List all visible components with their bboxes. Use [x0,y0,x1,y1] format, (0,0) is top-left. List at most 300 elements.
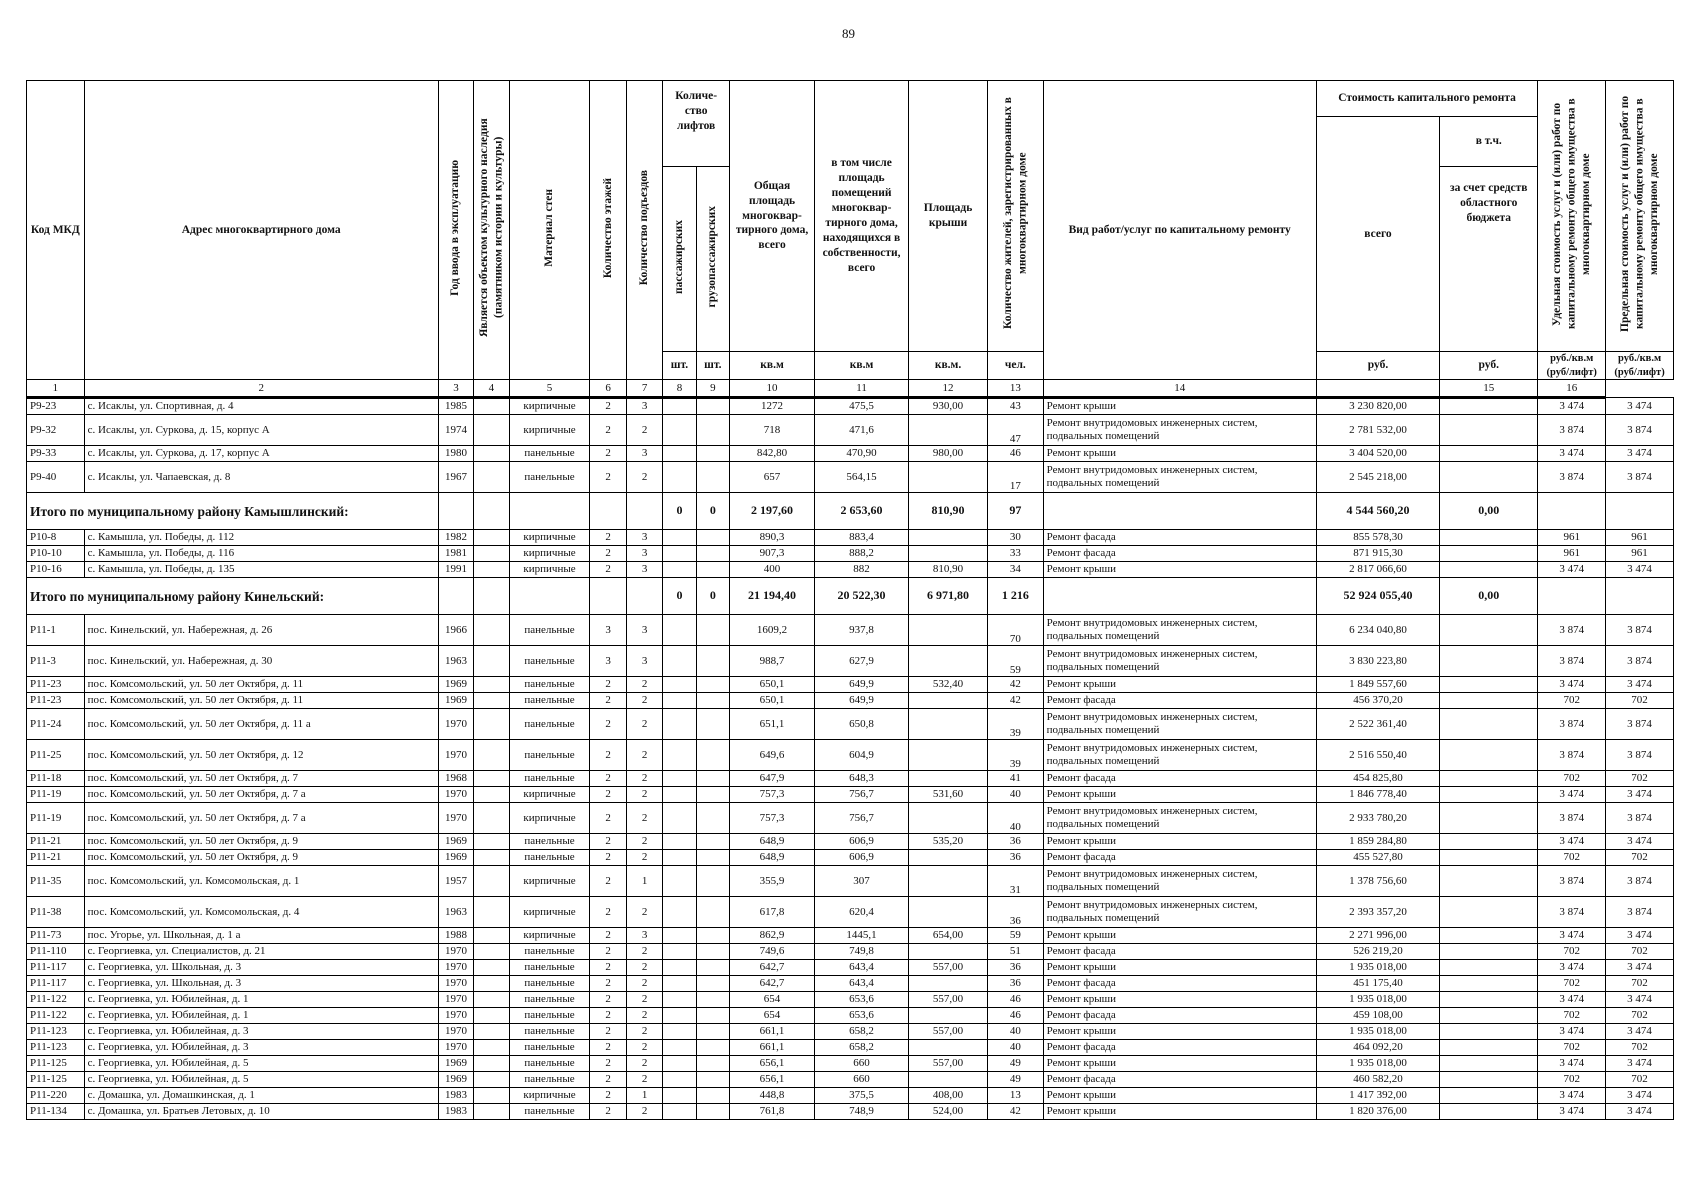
house-code: Р11-38 [27,897,85,928]
table-row [27,415,1674,446]
lifts-cargo [696,709,729,740]
column-number: 3 [438,380,473,398]
owned-area: 649,9 [815,677,909,693]
work-type: Ремонт фасада [1043,850,1316,866]
house-code: Р11-21 [27,850,85,866]
wall-material: панельные [509,1008,590,1024]
commission-year: 1970 [438,709,473,740]
wall-material: панельные [509,771,590,787]
house-code: Р11-24 [27,709,85,740]
header-year: Год ввода в эксплуатацию [438,81,473,380]
regional-budget [1440,850,1538,866]
column-number: 14 [1043,380,1316,398]
lifts-passenger [663,1088,696,1104]
work-type: Ремонт фасада [1043,693,1316,709]
work-type: Ремонт крыши [1043,834,1316,850]
unit-cost: 3 474 [1538,398,1606,415]
table-row [27,897,1674,928]
regional-budget [1440,693,1538,709]
heritage-cell [474,1040,509,1056]
table-row [27,1040,1674,1056]
residents: 41 [988,771,1044,787]
repair-cost: 460 582,20 [1316,1072,1439,1088]
wall-material: панельные [509,1040,590,1056]
work-type: Ремонт крыши [1043,787,1316,803]
heritage-cell [474,677,509,693]
lifts-cargo [696,415,729,446]
lifts-passenger [663,462,696,493]
entrance-count: 3 [626,446,662,462]
house-code: Р11-35 [27,866,85,897]
floor-count: 2 [590,834,626,850]
floor-count: 2 [590,803,626,834]
repair-cost: 1 935 018,00 [1316,992,1439,1008]
max-cost: 3 474 [1606,398,1674,415]
header-max-cost: Предельная стоимость услуг и (или) работ по капитальному ремонту общего имущества в многоквартирном доме [1606,81,1674,352]
regional-budget [1440,677,1538,693]
roof-area: 531,60 [909,787,988,803]
heritage-cell [474,850,509,866]
column-number: 12 [909,380,988,398]
header-cost: Стоимость капитального ремонта [1316,81,1538,117]
lifts-passenger [663,1056,696,1072]
work-type: Ремонт крыши [1043,1024,1316,1040]
work-type: Ремонт фасада [1043,771,1316,787]
table-row [27,771,1674,787]
header-address: Адрес многоквартирного дома [84,81,438,380]
lifts-passenger [663,960,696,976]
commission-year: 1985 [438,398,473,415]
lifts-cargo [696,1104,729,1120]
residents: 59 [988,646,1044,677]
wall-material: панельные [509,1024,590,1040]
header-heritage: Является объектом культурного наследия (памятником истории и культуры) [474,81,509,380]
residents: 36 [988,850,1044,866]
house-code: Р11-110 [27,944,85,960]
heritage-cell [474,866,509,897]
repair-cost: 1 935 018,00 [1316,960,1439,976]
floor-count: 2 [590,1104,626,1120]
residents: 40 [988,787,1044,803]
regional-budget [1440,787,1538,803]
house-code: Р9-32 [27,415,85,446]
heritage-cell [474,1088,509,1104]
work-type: Ремонт внутридомовых инженерных систем, подвальных помещений [1043,709,1316,740]
owned-area: 649,9 [815,693,909,709]
max-cost: 3 874 [1606,646,1674,677]
lifts-cargo [696,1024,729,1040]
lifts-passenger [663,398,696,415]
work-type: Ремонт внутридомовых инженерных систем, подвальных помещений [1043,615,1316,646]
heritage-cell [474,1104,509,1120]
lifts-passenger [663,1024,696,1040]
work-type: Ремонт фасада [1043,530,1316,546]
unit-per: руб./кв.м (руб/лифт) [1606,352,1674,380]
total-area: 650,1 [730,693,815,709]
repair-cost: 2 545 218,00 [1316,462,1439,493]
lifts-cargo [696,771,729,787]
total-regional: 0,00 [1440,578,1538,615]
residents: 31 [988,866,1044,897]
roof-area [909,771,988,787]
lifts-passenger [663,546,696,562]
header-owned-area: в том числе площадь помещений многоквар-тирного дома, находящихся в собственности, всего [815,81,909,352]
house-code: Р11-1 [27,615,85,646]
wall-material: панельные [509,646,590,677]
lifts-passenger [663,897,696,928]
lifts-passenger [663,677,696,693]
table-row [27,1024,1674,1040]
work-type: Ремонт фасада [1043,546,1316,562]
regional-budget [1440,992,1538,1008]
total-area: 642,7 [730,960,815,976]
empty-cell [1538,578,1606,615]
repair-cost: 454 825,80 [1316,771,1439,787]
house-code: Р11-125 [27,1072,85,1088]
heritage-cell [474,462,509,493]
residents: 30 [988,530,1044,546]
unit-cost: 3 474 [1538,677,1606,693]
unit-cost: 3 874 [1538,803,1606,834]
lifts-cargo [696,928,729,944]
total-area: 749,6 [730,944,815,960]
column-number: 15 [1440,380,1538,398]
lifts-passenger [663,850,696,866]
capital-repair-table [26,80,1674,1120]
owned-area: 606,9 [815,834,909,850]
column-number: 11 [815,380,909,398]
lifts-passenger [663,992,696,1008]
entrance-count: 2 [626,771,662,787]
unit-cost: 3 474 [1538,960,1606,976]
lifts-cargo [696,562,729,578]
roof-area [909,944,988,960]
repair-cost: 455 527,80 [1316,850,1439,866]
heritage-cell [474,1024,509,1040]
wall-material: кирпичные [509,866,590,897]
commission-year: 1969 [438,1056,473,1072]
residents: 47 [988,415,1044,446]
repair-cost: 459 108,00 [1316,1008,1439,1024]
total-residents: 97 [988,493,1044,530]
regional-budget [1440,1056,1538,1072]
work-type: Ремонт крыши [1043,960,1316,976]
table-row [27,446,1674,462]
total-area: 654 [730,1008,815,1024]
floor-count: 2 [590,1056,626,1072]
regional-budget [1440,398,1538,415]
entrance-count: 2 [626,415,662,446]
roof-area: 930,00 [909,398,988,415]
regional-budget [1440,944,1538,960]
wall-material: кирпичные [509,787,590,803]
commission-year: 1982 [438,530,473,546]
residents: 46 [988,1008,1044,1024]
commission-year: 1981 [438,546,473,562]
floor-count: 2 [590,928,626,944]
roof-area: 408,00 [909,1088,988,1104]
owned-area: 660 [815,1056,909,1072]
entrance-count: 2 [626,462,662,493]
roof-area [909,693,988,709]
house-address: пос. Комсомольский, ул. Комсомольская, д. 1 [84,866,438,897]
lifts-cargo [696,944,729,960]
unit-cost: 702 [1538,944,1606,960]
entrance-count: 2 [626,850,662,866]
repair-cost: 1 849 557,60 [1316,677,1439,693]
house-code: Р11-123 [27,1040,85,1056]
wall-material: кирпичные [509,897,590,928]
entrance-count: 2 [626,709,662,740]
unit-sqm: кв.м [815,352,909,380]
lifts-cargo [696,850,729,866]
unit-cost: 3 474 [1538,834,1606,850]
unit-cost: 3 474 [1538,1088,1606,1104]
regional-budget [1440,834,1538,850]
commission-year: 1970 [438,1040,473,1056]
commission-year: 1970 [438,803,473,834]
residents: 39 [988,740,1044,771]
entrance-count: 3 [626,646,662,677]
total-area: 651,1 [730,709,815,740]
residents: 13 [988,1088,1044,1104]
wall-material: кирпичные [509,546,590,562]
max-cost: 3 874 [1606,740,1674,771]
house-address: пос. Комсомольский, ул. 50 лет Октября, д. 9 [84,850,438,866]
regional-budget [1440,771,1538,787]
residents: 33 [988,546,1044,562]
owned-area: 883,4 [815,530,909,546]
lifts-cargo [696,834,729,850]
wall-material: панельные [509,976,590,992]
table-row [27,976,1674,992]
house-code: Р11-23 [27,693,85,709]
house-address: пос. Кинельский, ул. Набережная, д. 30 [84,646,438,677]
unit-cost: 3 874 [1538,462,1606,493]
commission-year: 1980 [438,446,473,462]
unit-cost: 702 [1538,1040,1606,1056]
lifts-passenger [663,866,696,897]
column-number: 16 [1538,380,1606,398]
work-type: Ремонт крыши [1043,928,1316,944]
house-address: с. Георгиевка, ул. Юбилейная, д. 3 [84,1040,438,1056]
commission-year: 1967 [438,462,473,493]
max-cost: 3 474 [1606,1024,1674,1040]
total-area: 718 [730,415,815,446]
regional-budget [1440,446,1538,462]
header-cost-incl: в т.ч. [1440,117,1538,167]
commission-year: 1970 [438,740,473,771]
wall-material: панельные [509,677,590,693]
heritage-cell [474,446,509,462]
roof-area: 980,00 [909,446,988,462]
unit-cost: 3 874 [1538,897,1606,928]
house-code: Р11-122 [27,992,85,1008]
house-address: пос. Комсомольский, ул. 50 лет Октября, д. 11 а [84,709,438,740]
work-type: Ремонт крыши [1043,398,1316,415]
regional-budget [1440,897,1538,928]
column-number: 4 [474,380,509,398]
total-area: 862,9 [730,928,815,944]
total-regional: 0,00 [1440,493,1538,530]
column-number: 9 [696,380,729,398]
work-type: Ремонт фасада [1043,944,1316,960]
total-area: 657 [730,462,815,493]
table-row [27,1104,1674,1120]
heritage-cell [474,803,509,834]
empty-cell [626,578,662,615]
unit-cost: 961 [1538,530,1606,546]
total-area: 842,80 [730,446,815,462]
repair-cost: 2 271 996,00 [1316,928,1439,944]
lifts-cargo [696,398,729,415]
floor-count: 2 [590,462,626,493]
residents: 42 [988,693,1044,709]
header-lifts-passenger: пассажирских [663,167,696,352]
house-address: с. Георгиевка, ул. Юбилейная, д. 1 [84,992,438,1008]
total-lifts-cargo: 0 [696,493,729,530]
floor-count: 2 [590,787,626,803]
wall-material: панельные [509,446,590,462]
lifts-cargo [696,693,729,709]
house-code: Р11-134 [27,1104,85,1120]
repair-cost: 1 846 778,40 [1316,787,1439,803]
page-number: 89 [842,26,855,41]
floor-count: 2 [590,1040,626,1056]
entrance-count: 2 [626,834,662,850]
house-address: пос. Комсомольский, ул. 50 лет Октября, д. 11 [84,693,438,709]
repair-cost: 2 817 066,60 [1316,562,1439,578]
work-type: Ремонт крыши [1043,1104,1316,1120]
regional-budget [1440,646,1538,677]
table-row [27,1008,1674,1024]
total-area: 757,3 [730,787,815,803]
total-owned-area: 20 522,30 [815,578,909,615]
entrance-count: 2 [626,1024,662,1040]
table-row [27,1088,1674,1104]
regional-budget [1440,462,1538,493]
column-numbers-row [27,380,1674,398]
regional-budget [1440,1024,1538,1040]
commission-year: 1983 [438,1104,473,1120]
unit-cost: 3 474 [1538,1024,1606,1040]
repair-cost: 1 820 376,00 [1316,1104,1439,1120]
owned-area: 606,9 [815,850,909,866]
table-row [27,562,1674,578]
total-area: 648,9 [730,850,815,866]
max-cost: 702 [1606,850,1674,866]
empty-cell [590,493,626,530]
commission-year: 1970 [438,960,473,976]
repair-cost: 3 230 820,00 [1316,398,1439,415]
commission-year: 1970 [438,976,473,992]
total-area: 648,9 [730,834,815,850]
entrance-count: 1 [626,1088,662,1104]
work-type: Ремонт внутридомовых инженерных систем, подвальных помещений [1043,803,1316,834]
header-lifts: Количе-ство лифтов [663,81,730,167]
max-cost: 3 474 [1606,677,1674,693]
work-type: Ремонт внутридомовых инженерных систем, подвальных помещений [1043,740,1316,771]
header-cost-regional: за счет средств областного бюджета [1440,167,1538,352]
total-area: 617,8 [730,897,815,928]
roof-area: 532,40 [909,677,988,693]
commission-year: 1988 [438,928,473,944]
lifts-passenger [663,415,696,446]
lifts-passenger [663,787,696,803]
empty-cell [626,493,662,530]
floor-count: 2 [590,546,626,562]
house-code: Р11-117 [27,976,85,992]
table-row [27,960,1674,976]
residents: 34 [988,562,1044,578]
table-row [27,850,1674,866]
table-row [27,646,1674,677]
floor-count: 2 [590,693,626,709]
total-area: 661,1 [730,1040,815,1056]
total-lifts-passenger: 0 [663,493,696,530]
roof-area [909,1072,988,1088]
table-row [27,992,1674,1008]
column-number: 10 [730,380,815,398]
residents: 49 [988,1056,1044,1072]
entrance-count: 2 [626,740,662,771]
commission-year: 1970 [438,1008,473,1024]
total-area: 761,8 [730,1104,815,1120]
owned-area: 748,9 [815,1104,909,1120]
unit-cost: 702 [1538,1072,1606,1088]
house-address: с. Исаклы, ул. Суркова, д. 17, корпус А [84,446,438,462]
floor-count: 2 [590,562,626,578]
owned-area: 658,2 [815,1024,909,1040]
work-type: Ремонт крыши [1043,677,1316,693]
table-body [27,380,1674,1120]
owned-area: 653,6 [815,992,909,1008]
roof-area: 557,00 [909,1024,988,1040]
lifts-cargo [696,1072,729,1088]
residents: 42 [988,1104,1044,1120]
house-address: с. Домашка, ул. Братьев Летовых, д. 10 [84,1104,438,1120]
floor-count: 2 [590,1072,626,1088]
work-type: Ремонт крыши [1043,446,1316,462]
district-total-title: Итого по муниципальному району Кинельский: [27,578,439,615]
owned-area: 627,9 [815,646,909,677]
entrance-count: 2 [626,1056,662,1072]
repair-cost: 526 219,20 [1316,944,1439,960]
regional-budget [1440,1008,1538,1024]
entrance-count: 2 [626,960,662,976]
commission-year: 1957 [438,866,473,897]
entrance-count: 2 [626,992,662,1008]
entrance-count: 2 [626,944,662,960]
lifts-passenger [663,693,696,709]
table-row [27,803,1674,834]
house-address: с. Камышла, ул. Победы, д. 116 [84,546,438,562]
total-area: 661,1 [730,1024,815,1040]
owned-area: 475,5 [815,398,909,415]
house-address: с. Камышла, ул. Победы, д. 135 [84,562,438,578]
max-cost: 3 874 [1606,615,1674,646]
lifts-passenger [663,615,696,646]
heritage-cell [474,415,509,446]
table-row [27,462,1674,493]
wall-material: панельные [509,1056,590,1072]
residents: 39 [988,709,1044,740]
work-type: Ремонт крыши [1043,1088,1316,1104]
heritage-cell [474,834,509,850]
wall-material: панельные [509,462,590,493]
owned-area: 660 [815,1072,909,1088]
repair-cost: 451 175,40 [1316,976,1439,992]
